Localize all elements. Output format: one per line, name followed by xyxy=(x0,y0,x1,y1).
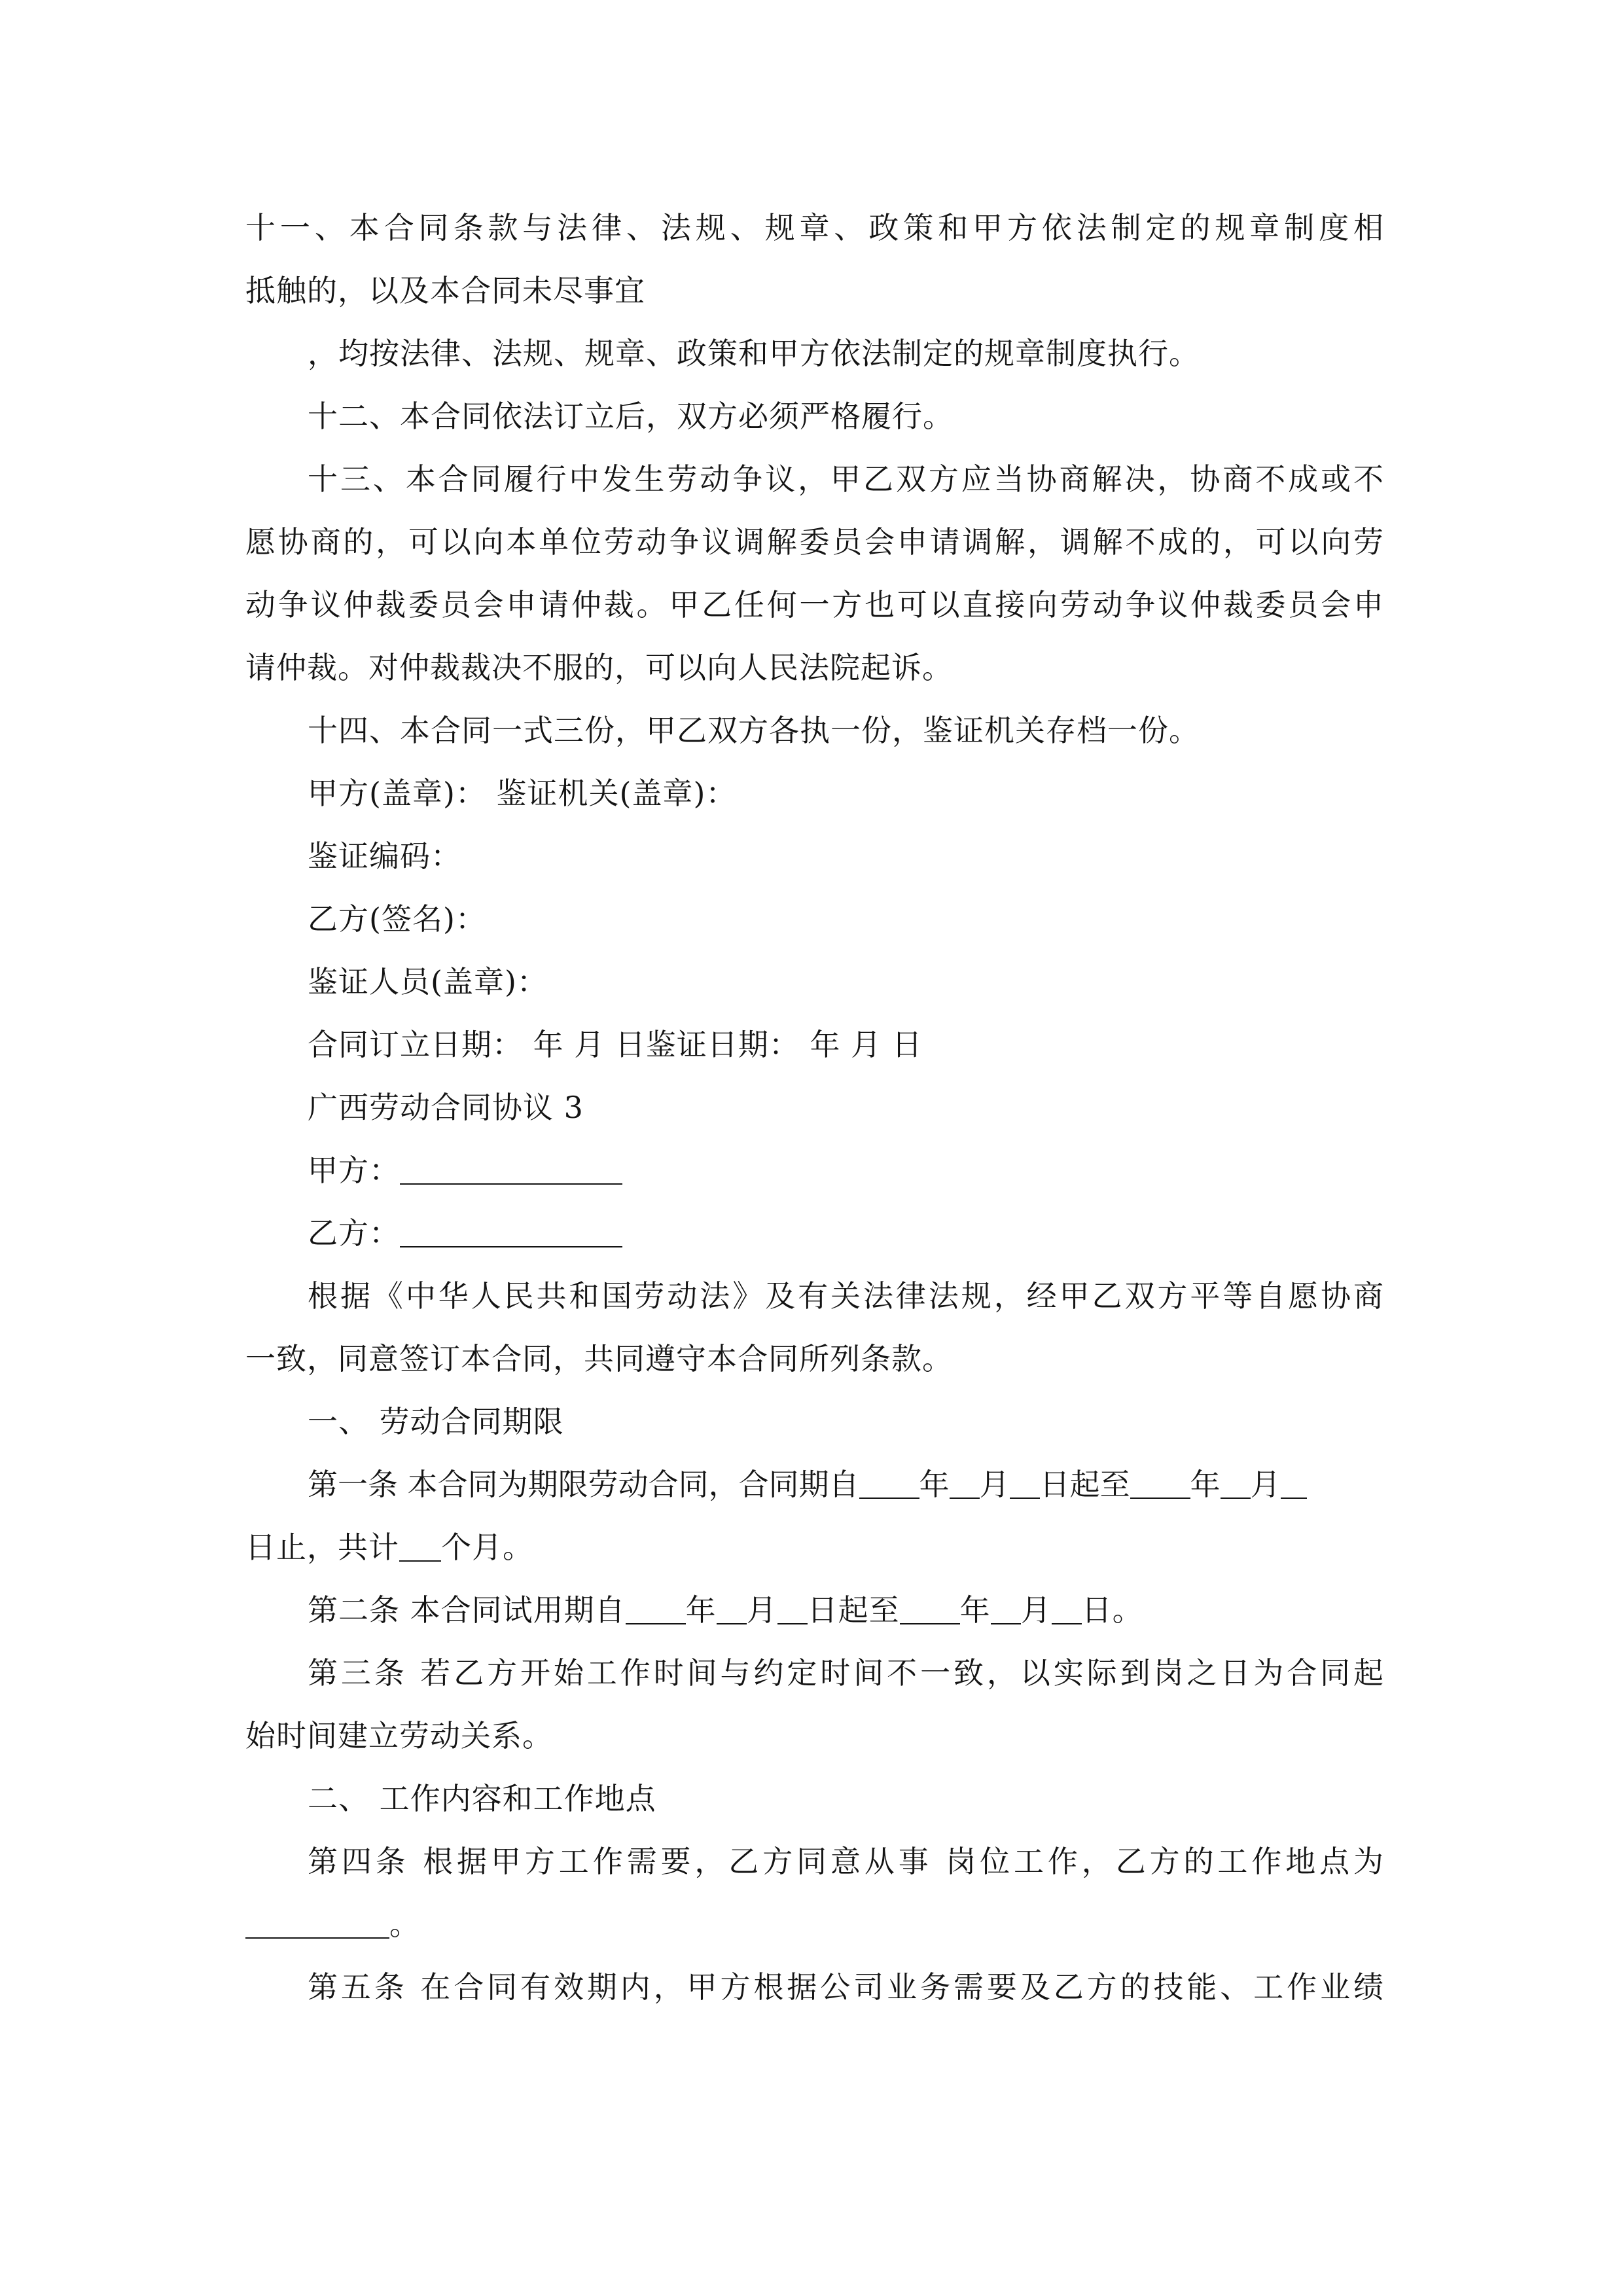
section-1-heading: 一、 劳动合同期限 xyxy=(308,1404,564,1439)
party-b-blank xyxy=(400,1216,622,1247)
month-label: 月 xyxy=(1020,1592,1052,1628)
months-label: 个月。 xyxy=(441,1530,533,1565)
clause-13-line-3: 动争议仲裁委员会申请仲裁。甲乙任何一方也可以直接向劳动争议仲裁委员会申 xyxy=(245,587,1384,622)
party-b-signature-line: 乙方(签名)： xyxy=(308,901,486,937)
article-4-line-2 xyxy=(245,1905,420,1944)
year-label: 年 xyxy=(685,1592,717,1628)
article-2-start-year-blank xyxy=(626,1593,686,1624)
article-2-start-day-blank xyxy=(777,1593,808,1624)
month-label: 月 xyxy=(1250,1467,1281,1502)
clause-11-line-2: 抵触的，以及本合同未尽事宜 xyxy=(245,273,645,308)
article-3-line-1: 第三条 若乙方开始工作时间与约定时间不一致，以实际到岗之日为合同起 xyxy=(308,1655,1384,1691)
agreement-title: 广西劳动合同协议 3 xyxy=(308,1090,584,1125)
clause-12: 十二、本合同依法订立后，双方必须严格履行。 xyxy=(308,399,954,434)
preamble-line-1: 根据《中华人民共和国劳动法》及有关法律法规，经甲乙双方平等自愿协商 xyxy=(308,1278,1384,1314)
year-label: 年 xyxy=(919,1467,950,1502)
verifier-seal-line: 鉴证人员(盖章)： xyxy=(308,964,548,999)
article-1-end-month-blank xyxy=(1221,1467,1251,1499)
year-label: 年 xyxy=(1190,1467,1221,1502)
article-2-end-day-blank xyxy=(1052,1593,1082,1624)
clause-11-line-3: ，均按法律、法规、规章、政策和甲方依法制定的规章制度执行。 xyxy=(308,336,1200,371)
article-1-text: 第一条 本合同为期限劳动合同，合同期自 xyxy=(308,1467,859,1502)
article-2-start-month-blank xyxy=(717,1593,747,1624)
year-label: 年 xyxy=(959,1592,991,1628)
party-a-seal-line: 甲方(盖章)： 鉴证机关(盖章)： xyxy=(308,776,737,811)
party-b-line xyxy=(308,1213,622,1253)
article-2-text: 第二条 本合同试用期自 xyxy=(308,1592,626,1628)
day-until-label: 日起至 xyxy=(807,1592,900,1628)
article-1-end-year-blank xyxy=(1130,1467,1190,1499)
clause-11-line-1: 十一、本合同条款与法律、法规、规章、政策和甲方依法制定的规章制度相 xyxy=(245,210,1384,245)
article-1-months-blank xyxy=(399,1530,441,1562)
article-4-line-1: 第四条 根据甲方工作需要，乙方同意从事 岗位工作，乙方的工作地点为 xyxy=(308,1844,1384,1879)
party-b-label: 乙方： xyxy=(308,1215,400,1251)
article-1-start-day-blank xyxy=(1010,1467,1040,1499)
clause-13-line-1: 十三、本合同履行中发生劳动争议，甲乙双方应当协商解决，协商不成或不 xyxy=(308,461,1384,497)
party-a-blank xyxy=(400,1153,622,1185)
article-2 xyxy=(308,1590,1143,1630)
verification-code-line: 鉴证编码： xyxy=(308,838,461,874)
day-end-total-label: 日止，共计 xyxy=(245,1530,399,1565)
section-2-heading: 二、 工作内容和工作地点 xyxy=(308,1781,656,1816)
article-4-location-blank xyxy=(245,1907,389,1939)
article-3-line-2: 始时间建立劳动关系。 xyxy=(245,1718,553,1753)
party-a-label: 甲方： xyxy=(308,1153,400,1188)
preamble-line-2: 一致，同意签订本合同，共同遵守本合同所列条款。 xyxy=(245,1341,953,1376)
article-2-end-month-blank xyxy=(991,1593,1021,1624)
article-5-line-1: 第五条 在合同有效期内，甲方根据公司业务需要及乙方的技能、工作业绩 xyxy=(308,1969,1384,2005)
month-label: 月 xyxy=(979,1467,1010,1502)
month-label: 月 xyxy=(746,1592,777,1628)
contract-date-line: 合同订立日期： 年 月 日鉴证日期： 年 月 日 xyxy=(308,1027,923,1062)
clause-13-line-2: 愿协商的，可以向本单位劳动争议调解委员会申请调解，调解不成的，可以向劳 xyxy=(245,524,1384,560)
article-1-line-1 xyxy=(308,1465,1307,1504)
article-1-start-year-blank xyxy=(859,1467,919,1499)
article-1-start-month-blank xyxy=(950,1467,980,1499)
period-mark: 。 xyxy=(389,1907,420,1942)
day-end-label: 日。 xyxy=(1081,1592,1143,1628)
article-1-end-day-blank xyxy=(1281,1467,1307,1499)
article-2-end-year-blank xyxy=(900,1593,960,1624)
article-1-line-2 xyxy=(245,1528,533,1567)
clause-14: 十四、本合同一式三份，甲乙双方各执一份，鉴证机关存档一份。 xyxy=(308,713,1200,748)
party-a-line xyxy=(308,1151,622,1190)
day-until-label: 日起至 xyxy=(1039,1467,1130,1502)
clause-13-line-4: 请仲裁。对仲裁裁决不服的，可以向人民法院起诉。 xyxy=(245,650,953,685)
